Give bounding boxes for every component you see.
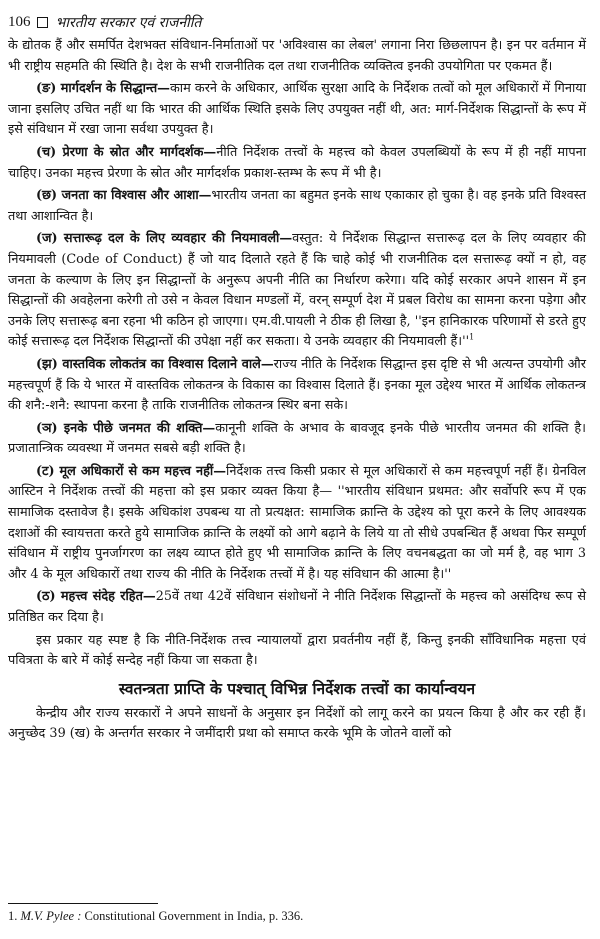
point-text: नीति निर्देशक तत्त्वों के महत्त्व को केवल उपलब्धियों के रूप में ही नहीं मापना चाहिए। उनका महत्त्व प्रेरणा के स्रोत और मार्गदर्शक प्रकाश-स्तम्भ के रूप में भी है। [8,144,587,181]
point-text: 25वें तथा 42वें संविधान संशोधनों ने नीति निर्देशक सिद्धान्तों के महत्त्व को असंदिग्ध रूप से प्रतिष्ठित कर दिया है। [8,589,586,626]
footnote-number: 1. [8,909,18,923]
point-paragraph [8,143,586,184]
point-heading: (ञ) इनके पीछे जनमत की शक्ति— [36,420,216,436]
point-text: काम करने के अधिकार, आर्थिक सुरक्षा आदि के निर्देशक तत्वों को मूल अधिकारों में गिनाया जाना इसलिए उचित नहीं था कि भारत की आर्थिक स्थिति इसके लिए उपयुक्त नहीं थी, अत: मार्ग-निर्देशक सिद्धान्तों के रूप में इसे संविधान में रखा जाना सर्वथा उपयुक्त है। [8,81,587,138]
point-paragraph [8,587,586,628]
footnote-marker: 1 [469,333,475,343]
point-heading: (च) प्रेरणा के स्रोत और मार्गदर्शक— [36,144,217,160]
footnote-author: M.V. Pylee : [20,909,82,923]
point-paragraph [8,419,586,460]
point-paragraph [8,186,586,227]
point-heading: (ङ) मार्गदर्शन के सिद्धान्त— [36,81,170,97]
point-text: वस्तुत: ये निर्देशक सिद्धान्त सत्तारूढ़ दल के लिए व्यवहार की नियमावली (Code of Conduct) हैं जो याद दिलाते रहते हैं कि चाहे कोई भी राजनीतिक दल सत्तारूढ़ क्यों न हो, वह जनता के कल्याण के लिए इन सिद्धान्तों के अनुरूप अपनी नीति का निर्धारण करेगा। यदि कोई सरकार अपने शासन में इन सिद्धान्तों की अवहेलना करेगी तो उसे न केवल विधान मण्डलों में, वरन् सम्पूर्ण देश में प्रबल विरोध का सामना करना पड़ेगा और उनके लिए सत्तारूढ़ बना रहना भी कठिन हो जाएगा। एम.वी.पायली ने ठीक ही लिखा है, ''इन हानिकारक परिणामों से डरते हुए कोई सत्तारूढ़ दल निर्देशक सिद्धान्तों की उपेक्षा नहीं कर सकता। ये उनके व्यवहार की नियमावली हैं।'' [8,231,586,350]
page-body [8,36,586,745]
section-heading: स्वतन्त्रता प्राप्ति के पश्चात् विभिन्न निर्देशक तत्त्वों का कार्यान्वयन [118,678,476,698]
point-paragraph [8,79,586,141]
point-heading: (झ) वास्तविक लोकतंत्र का विश्वास दिलाने वाले— [36,356,274,372]
square-bullet-icon [37,17,48,28]
footnote-divider [8,903,158,904]
footnote-text: Constitutional Government in India, p. 336. [84,909,304,923]
point-paragraph [8,229,586,353]
point-paragraph [8,462,586,586]
point-heading: (ठ) महत्त्व संदेह रहित— [36,589,156,605]
running-title: भारतीय सरकार एवं राजनीति [55,14,202,31]
point-heading: (छ) जनता का विश्वास और आशा— [36,188,212,204]
point-text: कानूनी शक्ति के अभाव के बावजूद इनके पीछे भारतीय जनमत की शक्ति है। प्रजातान्त्रिक व्यवस्था में जनमत सबसे बड़ी शक्ति है। [8,420,586,457]
point-text: राज्य नीति के निर्देशक सिद्धान्त इस दृष्टि से भी अत्यन्त उपयोगी और महत्त्वपूर्ण हैं कि ये भारत में वास्तविक लोकतन्त्र के विकास का विश्वास दिलाते हैं। इनका मूल उद्देश्य भारत में आर्थिक लोकतन्त्र की शनै:-शनै: स्थापना करना है ताकि राजनीतिक लोकतन्त्र स्थिर बना सके। [8,356,586,414]
point-heading: (ट) मूल अधिकारों से कम महत्त्व नहीं— [36,463,227,479]
section-paragraph: केन्द्रीय और राज्य सरकारों ने अपने साधनों के अनुसार इन निर्देशों को लागू करने का प्रयत्न किया है और कर रही हैं। अनुच्छेद 39 (ख) के अन्तर्गत सरकार ने जमींदारी प्रथा को समाप्त करके भूमि के जोतने वालों को [8,705,586,742]
point-text: भारतीय जनता का बहुमत इनके साथ एकाकार हो चुका है। वह इनके प्रति विश्वस्त तथा आशान्वित है। [8,188,586,224]
page-header [8,12,586,32]
point-text: निर्देशक तत्त्व किसी प्रकार से मूल अधिकारों से कम महत्त्वपूर्ण नहीं हैं। ग्रेनविल आस्टिन ने निर्देशक तत्त्वों की महत्ता को इस प्रकार व्यक्त किया है— ''भारतीय संविधान प्रथमत: और सर्वोपरि रूप में एक सामाजिक दस्तावेज है। इसके अधिकांश उपबन्ध या तो प्रत्यक्षत: सामाजिक क्रान्ति के उद्देश्य को पूरा करने के लिए आवश्यक दशाओं की स्वायत्तता करते हुये सामाजिक क्रान्ति के लक्ष्यों को आगे बढ़ाने के लिये या तो सीधे उपबन्धित हैं अथवा फिर सम्पूर्ण संविधान में राष्ट्रीय पुनर्जागरण का लक्ष्य व्याप्त होते हुए भी सामाजिक क्रान्ति के लिए वचनबद्धता का जो मर्म है, वह भाग 3 और 4 के मूल अधिकारों तथा राज्य की नीति के निर्देशक तत्त्वों में है। यह संविधान की आत्मा है।'' [8,463,586,582]
point-heading: (ज) सत्तारूढ़ दल के लिए व्यवहार की नियमावली— [36,231,293,247]
footnote [8,909,303,924]
intro-paragraph: के द्योतक हैं और समर्पित देशभक्त संविधान-निर्माताओं पर 'अविश्वास का लेबल' लगाना निरा छिछलापन है। इन पर वर्तमान में भी राष्ट्रीय सहमति की स्थिति है। देश के सभी राजनीतिक दल तथा राजनीतिक व्यक्तित्व इनकी उपयोगिता पर एकमत हैं। [8,38,586,74]
point-paragraph [8,355,586,417]
page-number: 106 [8,13,31,30]
conclusion-paragraph: इस प्रकार यह स्पष्ट है कि नीति-निर्देशक तत्त्व न्यायालयों द्वारा प्रवर्तनीय नहीं हैं, किन्तु इनकी साँविधानिक महत्ता एवं पवित्रता के बारे में कोई सन्देह नहीं किया जा सकता है। [8,632,586,669]
